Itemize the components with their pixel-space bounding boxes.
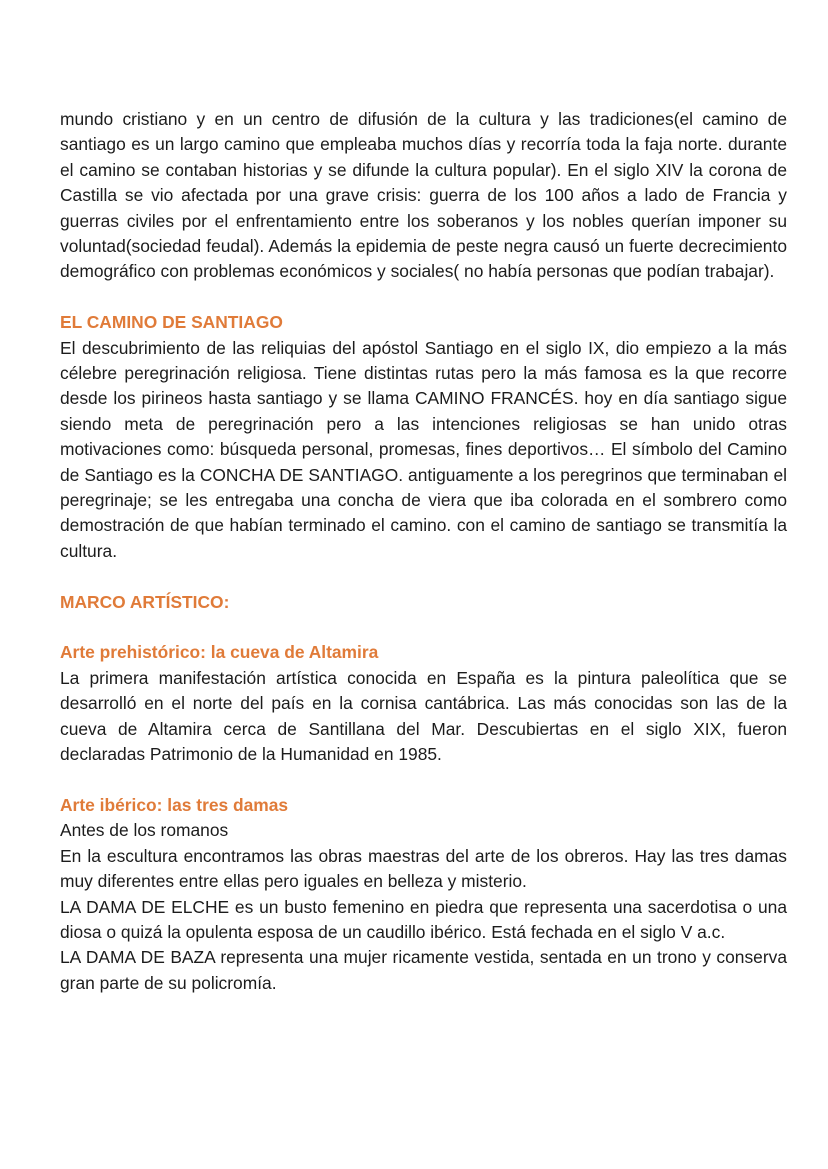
document-page [60,107,787,996]
iberico-line-1: Antes de los romanos [60,820,229,841]
altamira-paragraph: La primera manifestación artística conocida en España es la pintura paleolítica que se desarrolló en el norte del país en la cornisa cantábrica. Las más conocidas son las de la cueva de Altamira cerca de Santillana del Mar. Descubiertas en el siglo XIX, fueron declaradas Patrimonio de la Humanidad en 1985. [60,667,787,765]
marco-heading: MARCO ARTÍSTICO: [60,591,230,612]
dama-elche-paragraph: LA DAMA DE ELCHE es un busto femenino en piedra que representa una sacerdotisa o una diosa o quizá la opulenta esposa de un caudillo ibérico. Está fechada en el siglo V a.c. [60,896,787,942]
iberico-paragraph-2: En la escultura encontramos las obras maestras del arte de los obreros. Hay las tres damas muy diferentes entre ellas pero iguales en belleza y misterio. [60,845,787,892]
altamira-heading: Arte prehistórico: la cueva de Altamira [60,642,379,663]
spacer [60,564,787,589]
spacer [60,615,787,640]
intro-paragraph: mundo cristiano y en un centro de difusión de la cultura y las tradiciones(el camino de santiago es un largo camino que empleaba muchos días y recorría toda la faja norte. durante el camino se contaban historias y se difunde la cultura popular). En el siglo XIV la corona de Castilla se vio afectada por una grave crisis: guerra de los 100 años a lado de Francia y guerras civiles por el enfrentamiento entre los soberanos y los nobles querían imponer su voluntad(sociedad feudal). Además la epidemia de peste negra causó un fuerte decrecimiento demográfico con problemas económicos y sociales( no había personas que podían trabajar). [60,109,787,282]
spacer [60,768,787,793]
dama-baza-paragraph: LA DAMA DE BAZA representa una mujer ricamente vestida, sentada en un trono y conserva gran parte de su policromía. [60,947,787,993]
camino-paragraph: El descubrimiento de las reliquias del apóstol Santiago en el siglo IX, dio empiezo a la más célebre peregrinación religiosa. Tiene distintas rutas pero la más famosa es la que recorre desde los pirineos hasta santiago y se llama CAMINO FRANCÉS. hoy en día santiago sigue siendo meta de peregrinación pero a las intenciones religiosas se han unido otras motivaciones como: búsqueda personal, promesas, fines deportivos… El símbolo del Camino de Santiago es la CONCHA DE SANTIAGO. antiguamente a los peregrinos que terminaban el peregrinaje; se les entregaba una concha de viera que iba colorada en el sombrero como demostración de que habían terminado el camino. con el camino de santiago se transmitía la cultura. [60,337,787,561]
iberico-heading: Arte ibérico: las tres damas [60,794,289,815]
camino-heading: EL CAMINO DE SANTIAGO [60,312,283,333]
spacer [60,285,787,310]
